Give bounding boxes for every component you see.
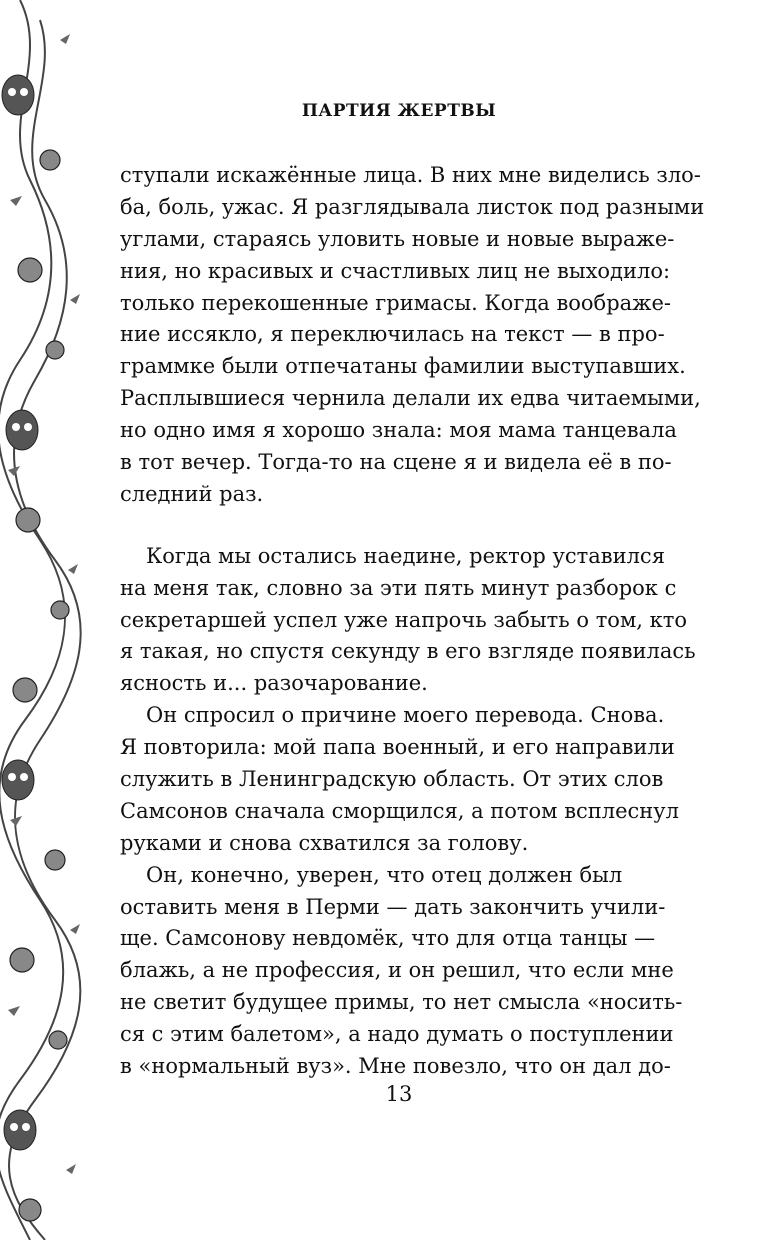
text-line: только перекошенные гримасы. Когда воображе- bbox=[120, 290, 672, 315]
text-line: не светит будущее примы, то нет смысла «носить- bbox=[120, 990, 683, 1015]
text-line: следний раз. bbox=[120, 481, 264, 506]
text-line: ния, но красивых и счастливых лиц не выходило: bbox=[120, 258, 671, 283]
text-line: оставить меня в Перми — дать закончить учили- bbox=[120, 894, 666, 919]
page-number: 13 bbox=[385, 1082, 413, 1106]
text-line: Он спросил о причине моего перевода. Снова. bbox=[146, 703, 665, 728]
rose-icon bbox=[45, 850, 65, 870]
rose-icon bbox=[10, 948, 34, 972]
skull-icon bbox=[4, 1110, 36, 1150]
text-line: служить в Ленинградскую область. От этих слов bbox=[120, 767, 664, 792]
text-line: ще. Самсонову невдомёк, что для отца танцы — bbox=[120, 926, 656, 951]
text-line: блажь, а не профессия, и он решил, что если мне bbox=[120, 958, 674, 983]
rose-icon bbox=[49, 1031, 67, 1049]
text-line: ние иссякло, я переключилась на текст — в про- bbox=[120, 322, 665, 347]
text-line: секретаршей успел уже напрочь забыть о том, кто bbox=[120, 607, 688, 632]
text-line: ясность и... разочарование. bbox=[120, 671, 428, 696]
text-line: граммке были отпечатаны фамилии выступавших. bbox=[120, 354, 686, 379]
running-head: ПАРТИЯ ЖЕРТВЫ bbox=[301, 101, 497, 121]
paragraph bbox=[120, 700, 679, 859]
text-line: в «нормальный вуз». Мне повезло, что он дал до- bbox=[120, 1054, 671, 1079]
body-text bbox=[120, 160, 705, 1083]
text-line: Я повторила: мой папа военный, и его направили bbox=[120, 735, 675, 760]
text-line: я такая, но спустя секунду в его взгляде появилась bbox=[120, 639, 696, 664]
text-line: Самсонов сначала сморщился, а потом всплеснул bbox=[120, 798, 679, 823]
rose-icon bbox=[16, 508, 40, 532]
text-line: руками и снова схватился за голову. bbox=[120, 830, 529, 855]
text-line: в тот вечер. Тогда-то на сцене я и видела её в по- bbox=[120, 450, 672, 475]
rose-icon bbox=[19, 1199, 41, 1221]
rose-icon bbox=[13, 678, 37, 702]
rose-icon bbox=[18, 258, 42, 282]
text-line: но одно имя я хорошо знала: моя мама танцевала bbox=[120, 418, 677, 443]
rose-icon bbox=[51, 601, 69, 619]
rose-icon bbox=[40, 150, 60, 170]
paragraph bbox=[120, 160, 705, 511]
rose-skull-border-ornament bbox=[0, 0, 92, 1240]
text-line: Он, конечно, уверен, что отец должен был bbox=[146, 862, 623, 887]
paragraph bbox=[120, 541, 696, 700]
skull-icon bbox=[2, 760, 34, 800]
text-line: ся с этим балетом», а надо думать о поступлении bbox=[120, 1022, 674, 1047]
text-line: ступали искажённые лица. В них мне виделись зло- bbox=[120, 163, 701, 187]
paragraph bbox=[120, 860, 683, 1083]
rose-icon bbox=[46, 341, 64, 359]
skull-icon bbox=[6, 410, 38, 450]
text-line: Когда мы остались наедине, ректор уставился bbox=[146, 543, 665, 568]
text-line: на меня так, словно за эти пять минут разборок с bbox=[120, 575, 677, 600]
section-break bbox=[120, 511, 622, 541]
text-line: Расплывшиеся чернила делали их едва читаемыми, bbox=[120, 386, 701, 411]
text-line: ба, боль, ужас. Я разглядывала листок под разными bbox=[120, 194, 705, 219]
text-line: углами, стараясь уловить новые и новые выраже- bbox=[120, 226, 675, 251]
